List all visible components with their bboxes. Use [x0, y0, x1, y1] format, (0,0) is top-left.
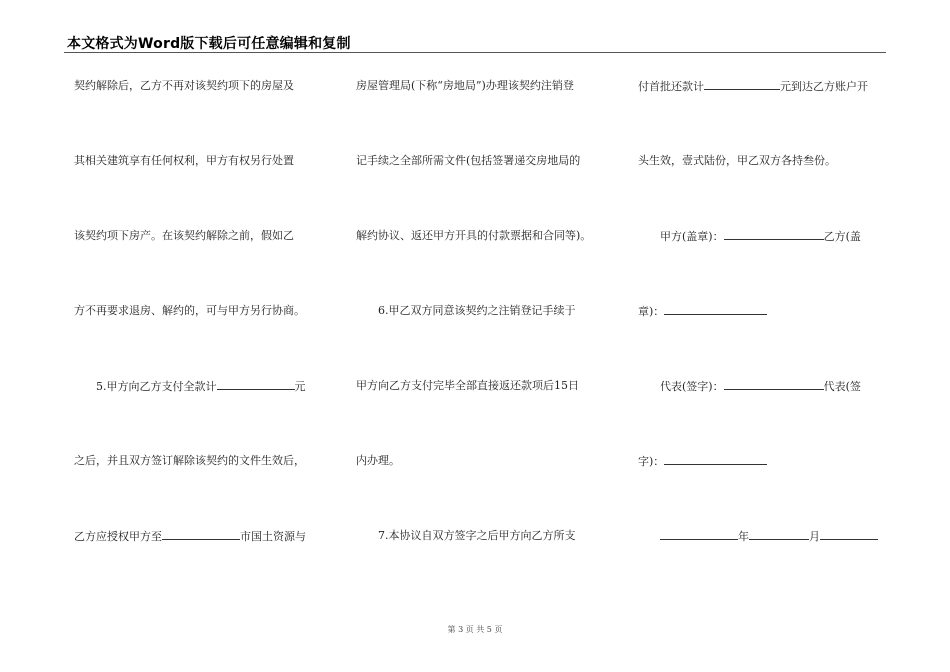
representative-b-blank — [664, 454, 767, 465]
paragraph-line: 记手续之全部所需文件(包括签署递交房地局的 — [356, 154, 581, 167]
paragraph-line: 解约协议、返还甲方开具的付款票据和合同等)。 — [356, 229, 592, 242]
party-a-seal-blank — [724, 229, 824, 240]
clause-6-line: 6.甲乙双方同意该契约之注销登记手续于 — [378, 304, 576, 317]
paragraph-line: 甲方向乙方支付完毕全部直接返还款项后15日 — [356, 379, 579, 392]
party-a-seal-line — [638, 229, 861, 244]
representative-b-line — [638, 454, 767, 469]
representative-a-blank — [724, 379, 824, 390]
clause-7-line: 7.本协议自双方签字之后甲方向乙方所支 — [378, 529, 576, 542]
party-b-seal-label-end: 章)： — [638, 305, 665, 318]
document-header-title: 本文格式为Word版下载后可任意编辑和复制 — [67, 36, 351, 52]
paragraph-line: 方不再要求退房、解约的，可与甲方另行协商。 — [74, 304, 305, 317]
representative-b-label: 代表(签 — [823, 380, 861, 393]
representative-b-label-end: 字)： — [638, 455, 665, 468]
payment-line — [638, 79, 868, 94]
city-blank — [162, 529, 240, 540]
party-b-seal-label: 乙方(盖 — [823, 230, 861, 243]
representative-a-label: 代表(签字)： — [660, 380, 724, 393]
month-blank — [749, 529, 809, 540]
authorization-line — [74, 529, 306, 544]
paragraph-line: 房屋管理局(下称“房地局”)办理该契约注销登 — [356, 79, 574, 92]
month-label: 月 — [809, 530, 820, 543]
text-column-1 — [74, 0, 334, 672]
payment-text: 付首批还款计 — [638, 80, 704, 93]
currency-unit: 元 — [294, 380, 306, 393]
day-blank — [820, 529, 878, 540]
paragraph-line: 头生效，壹式陆份，甲乙双方各持叁份。 — [638, 154, 836, 167]
paragraph-line: 其相关建筑享有任何权利，甲方有权另行处置 — [74, 154, 294, 167]
paragraph-line: 该契约项下房产。在该契约解除之前，假如乙 — [74, 229, 294, 242]
payment-amount-blank — [704, 79, 780, 90]
authority-text: 市国土资源与 — [240, 530, 306, 543]
clause-5-text: 5.甲方向乙方支付全款计 — [96, 380, 217, 393]
representative-a-line — [638, 379, 861, 394]
party-b-seal-line — [638, 304, 767, 319]
clause-5-line — [74, 379, 306, 394]
year-blank — [660, 529, 738, 540]
paragraph-line: 之后，并且双方签订解除该契约的文件生效后， — [74, 454, 305, 467]
paragraph-line: 契约解除后，乙方不再对该契约项下的房屋及 — [74, 79, 294, 92]
payment-text-end: 元到达乙方账户开 — [780, 80, 868, 93]
amount-blank — [217, 379, 295, 390]
date-line — [638, 529, 878, 544]
party-a-seal-label: 甲方(盖章)： — [660, 230, 724, 243]
year-label: 年 — [738, 530, 749, 543]
paragraph-line: 内办理。 — [356, 454, 400, 467]
party-b-seal-blank — [664, 304, 767, 315]
text-column-3 — [638, 0, 888, 672]
text-column-2 — [356, 0, 616, 672]
page-number: 第 3 页 共 5 页 — [447, 625, 503, 634]
authorization-text: 乙方应授权甲方至 — [74, 530, 162, 543]
